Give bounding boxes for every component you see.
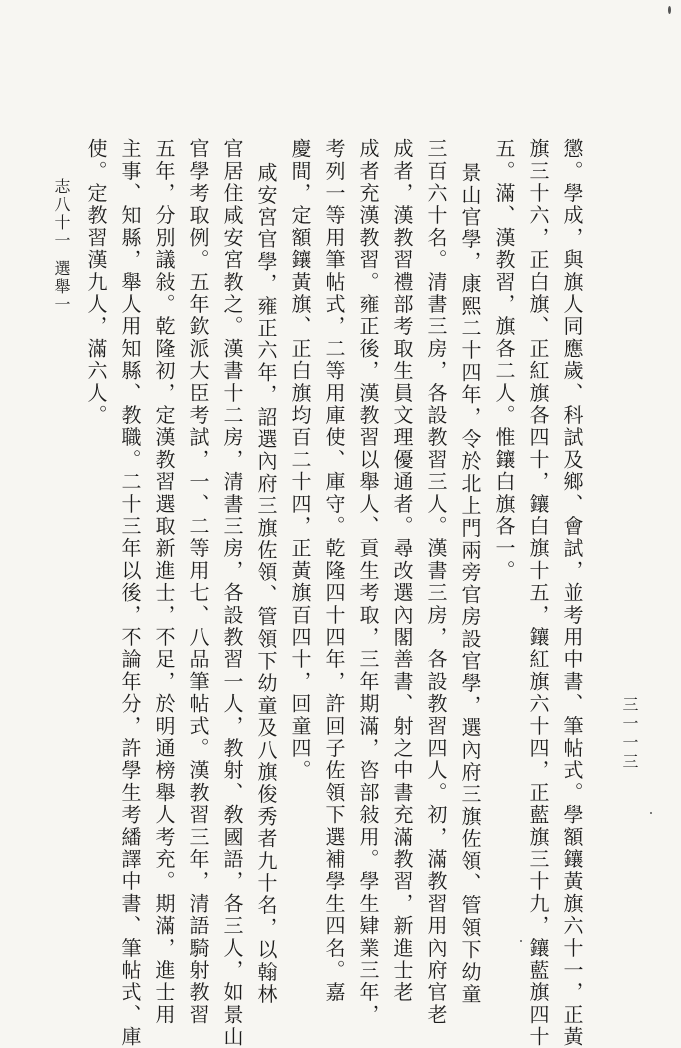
scan-speck	[520, 940, 522, 942]
text-column: 五。滿、漢教習，旗各二人。惟鑲白旗各一。	[492, 138, 516, 582]
text-column: 五年，分別議敍。乾隆初，定漢教習選取新進士，不足，於明通榜舉人考充。期滿，進士用	[152, 138, 176, 1026]
text-column: 成者，漢教習禮部考取生員文理優通者。尋改選內閣善書、射之中書充滿教習，新進士老	[390, 138, 414, 1004]
text-column: 慶間，定額鑲黃旗、正白旗均百二十四，正黃旗百四十，回童四。	[288, 138, 312, 782]
text-column: 景山官學，康熙二十四年，令於北上門兩旁官房設官學，選內府三旗佐領、管領下幼童	[458, 162, 482, 1006]
text-column: 懲。學成，與旗人同應歲、科試及鄉、會試，並考用中書、筆帖式。學額鑲黃旗六十一，正黃	[560, 138, 584, 1048]
scan-speck	[650, 812, 652, 814]
page-number: 三一一三	[620, 696, 639, 772]
text-column: 官學考取例。五年欽派大臣考試，一、二等用七、八品筆帖式。漢教習三年，清語騎射教習	[186, 138, 210, 1026]
text-column: 咸安宮官學，雍正六年，詔選內府三旗佐領、管領下幼童及八旗俊秀者九十名，以翰林	[254, 162, 278, 1006]
text-column: 使。定教習漢九人，滿六人。	[84, 138, 108, 427]
volume-label: 志八十一	[52, 178, 71, 250]
section-label: 選舉一	[52, 260, 71, 314]
scan-speck	[668, 6, 671, 14]
text-column: 成者充漢教習。雍正後，漢教習以舉人、貢生考取，三年期滿，咨部敍用。學生肄業三年，	[356, 138, 380, 1026]
text-column: 官居住咸安宮教之。漢書十二房，清書三房，各設教習一人，教射、敎國語，各三人，如景山	[220, 138, 244, 1048]
text-column: 主事、知縣，舉人用知縣、教職。二十三年以後，不論年分，許學生考繙譯中書、筆帖式、庫	[118, 138, 142, 1048]
text-column: 三百六十名。清書三房，各設教習三人。漢書三房，各設教習四人。初，滿教習用內府官老	[424, 138, 448, 1026]
text-column: 考列一等用筆帖式，二等用庫使、庫守。乾隆四十四年，許回子佐領下選補學生四名。嘉	[322, 138, 346, 1004]
text-column: 旗三十六，正白旗、正紅旗各四十，鑲白旗十五，鑲紅旗六十四，正藍旗三十九，鑲藍旗四十	[526, 138, 550, 1048]
